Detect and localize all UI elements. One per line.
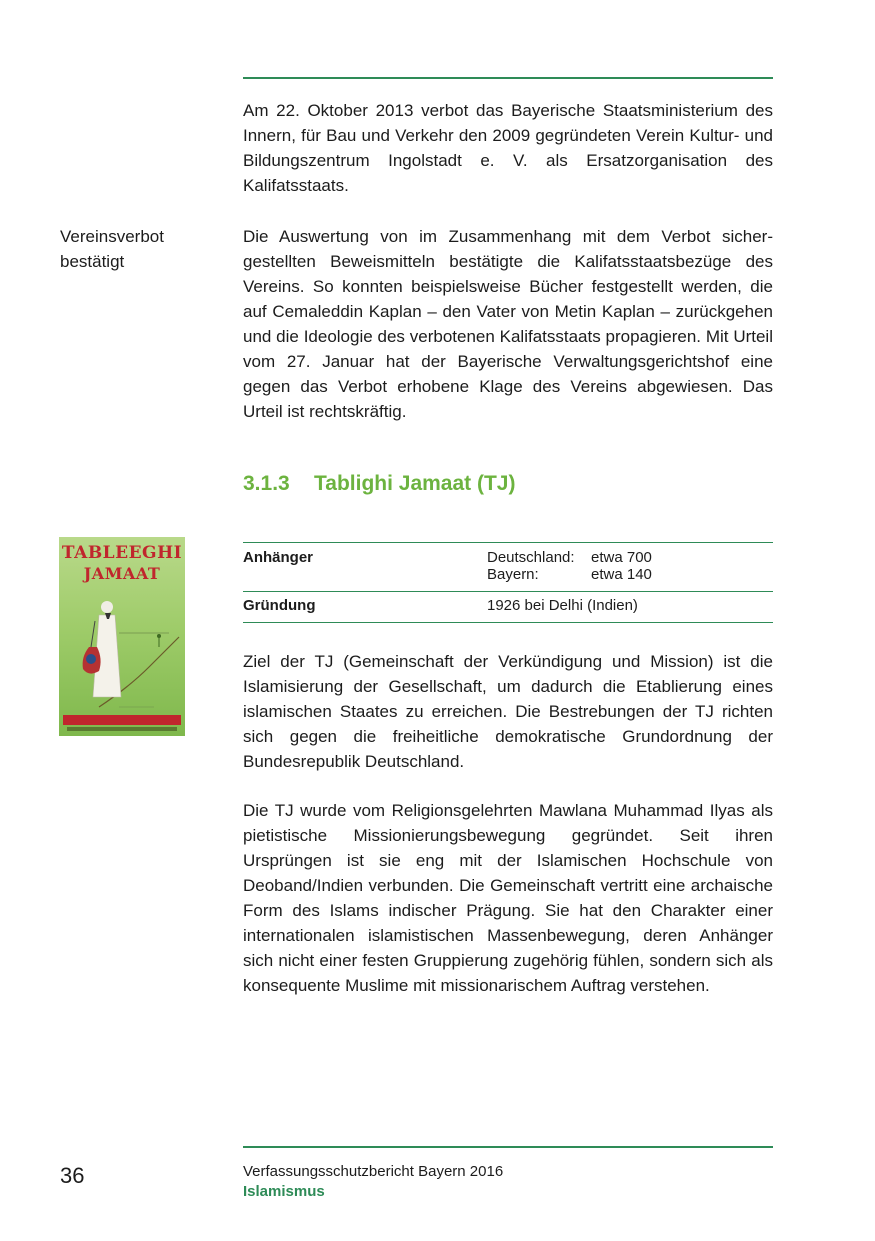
section-number: 3.1.3: [243, 472, 290, 495]
cover-address-band: [67, 727, 177, 731]
section-title: Tablighi Jamaat (TJ): [314, 472, 516, 495]
cover-publisher-band: [63, 715, 181, 725]
book-cover-image: [59, 537, 185, 736]
top-rule: [243, 77, 773, 79]
table-rule-middle: [243, 591, 773, 592]
margin-note: [60, 224, 230, 274]
table-key-bayern: Bayern:: [487, 566, 539, 583]
footer-rule: [243, 1146, 773, 1148]
table-val-bayern: etwa 140: [591, 566, 652, 583]
table-val-deutschland: etwa 700: [591, 549, 652, 566]
table-value-anhaenger: [487, 549, 652, 583]
margin-note-line1: Vereinsverbot: [60, 227, 164, 246]
paragraph-vereinsverbot: Die Auswertung von im Zusammenhang mit dem Verbot sichergestellten Beweismitteln bestätigte die Kalifatsstaatsbezüge des Vereins. So konnten beispielsweise Bücher festgestellt werden, die auf Cemaleddin Kaplan – den Vater von Metin Kaplan – zurückgehen und die Ideologie des verbotenen Kalifatsstaats propagieren. Mit Urteil vom 27. Januar hat der Bayerische Verwaltungsgerichtshof eine gegen das Verbot erhobene Klage des Vereins abgewiesen. Das Urteil ist rechtskräftig.: [243, 227, 773, 421]
paragraph-tj-geschichte: Die TJ wurde vom Religionsgelehrten Mawlana Muhammad Ilyas als pietistische Missionierungsbewegung gegründet. Seit ihren Ursprüngen ist sie eng mit der Islamischen Hochschule von Deoband/Indien verbunden. Die Gemeinschaft vertritt eine archaische Form des Islams indischer Prägung. Sie hat den Charakter einer internationalen islamistischen Massenbewegung, deren Anhänger sich nicht einer festen Gruppierung zugehörig fühlen, sondern sich als konsequente Muslime mit missionarischem Auftrag verstehen.: [243, 801, 773, 995]
section-heading: [243, 472, 515, 496]
cover-illustration: [59, 537, 185, 736]
paragraph-ersatzorganisation: Am 22. Oktober 2013 verbot das Bayerische Staatsministerium des Innern, für Bau und Verkehr den 2009 gegründeten Verein Kultur- und Bildungszentrum Ingolstadt e. V. als Ersatzorganisation des Kalifatsstaats.: [243, 101, 773, 195]
table-label-anhaenger: Anhänger: [243, 549, 314, 566]
cover-title-line2: JAMAAT: [83, 564, 161, 583]
footer-publication-title: Verfassungsschutzbericht Bayern 2016: [243, 1163, 504, 1180]
table-key-deutschland: Deutschland:: [487, 549, 575, 566]
margin-note-line2: bestätigt: [60, 252, 125, 271]
table-value-gruendung: 1926 bei Delhi (Indien): [487, 597, 638, 614]
table-rule-bottom: [243, 622, 773, 623]
table-label-gruendung: Gründung: [243, 597, 316, 614]
page-number: 36: [60, 1163, 85, 1188]
table-rule-top: [243, 542, 773, 543]
paragraph-ziel-tj: Ziel der TJ (Gemeinschaft der Verkündigung und Mission) ist die Islamisierung der Gesellschaft, um dadurch die Etablierung eines islamischen Staates zu erreichen. Die Bestrebungen der TJ richten sich gegen die freiheitliche demokratische Grundordnung der Bundesrepublik Deutschland.: [243, 652, 773, 771]
footer-section-name: Islamismus: [243, 1183, 325, 1200]
cover-title-line1: TABLEEGHI: [61, 543, 183, 563]
